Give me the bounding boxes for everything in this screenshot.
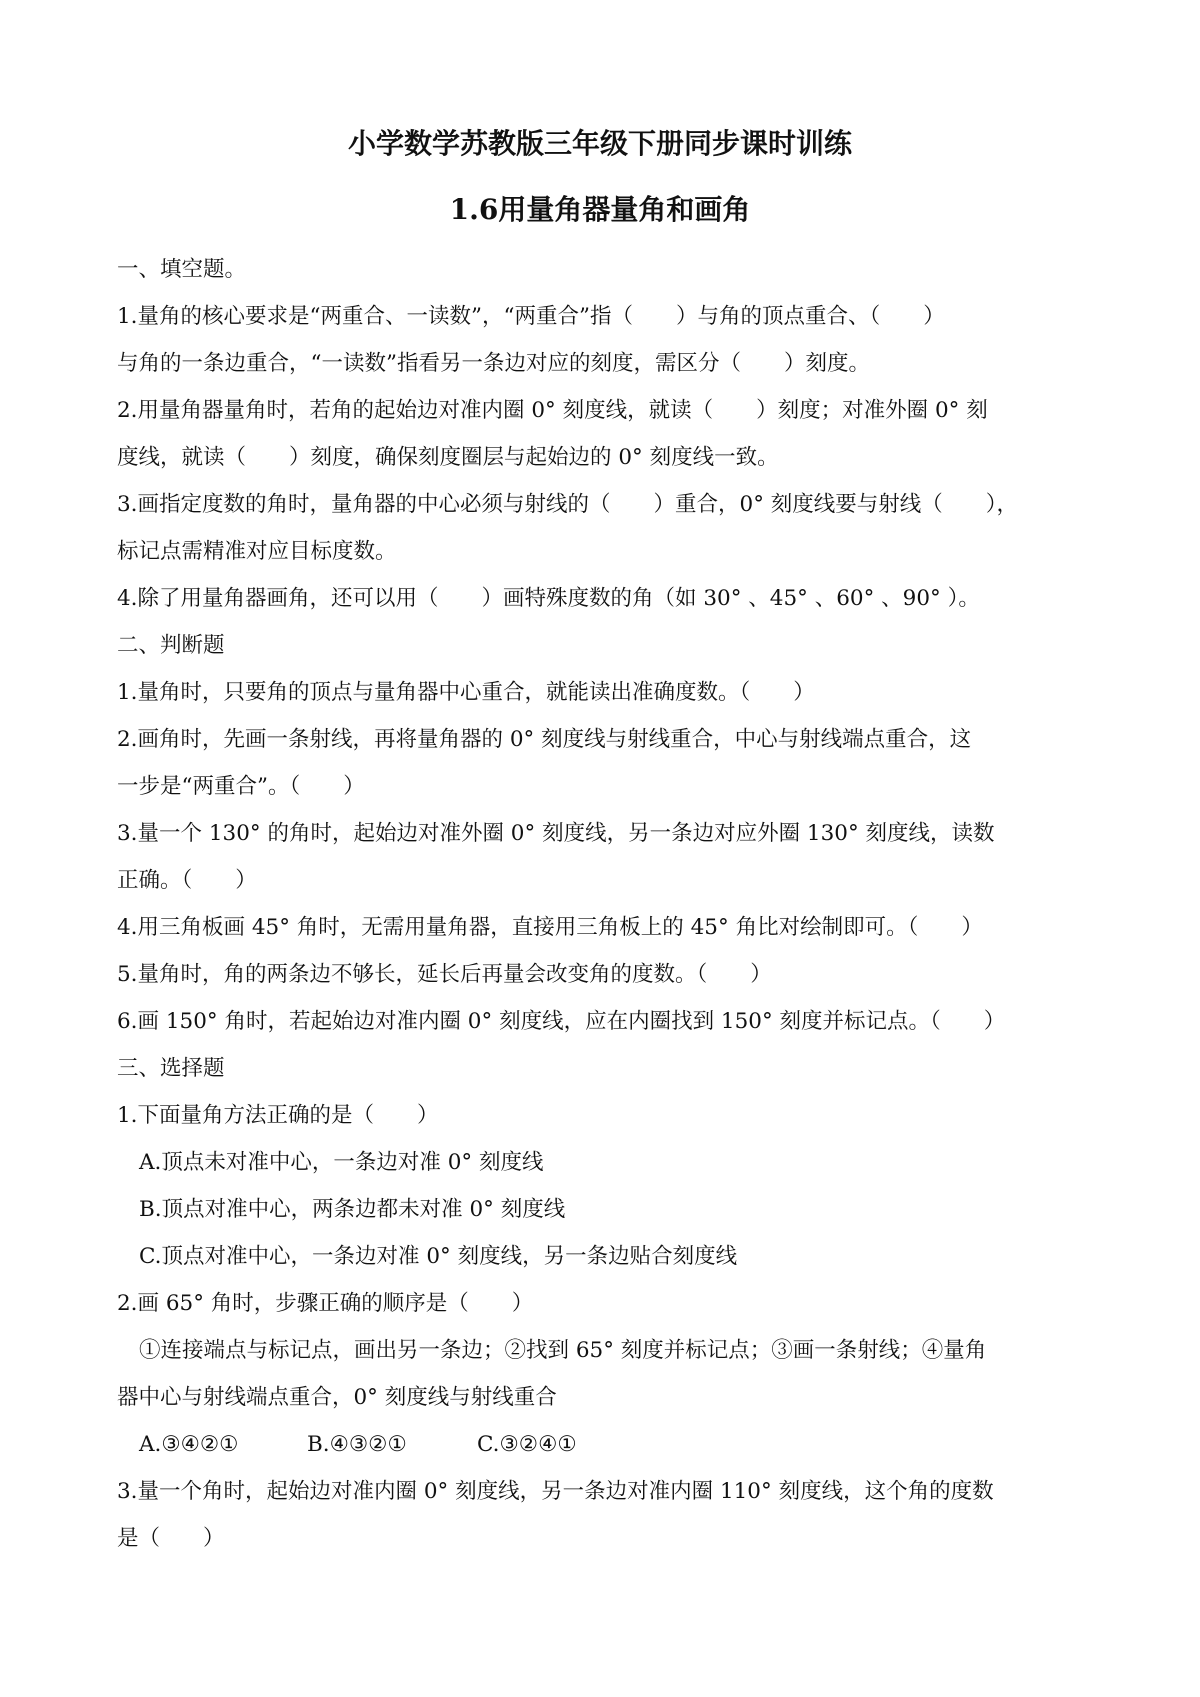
true-false-q5: 5.量角时，角的两条边不够长，延长后再量会改变角的度数。（ ） — [117, 962, 772, 987]
choice-q2-option-b: B.④③②① — [307, 1432, 407, 1457]
worksheet-title: 小学数学苏教版三年级下册同步课时训练 — [347, 127, 852, 160]
true-false-q2-line2: 一步是“两重合”。（ ） — [117, 774, 365, 799]
choice-q1-option-c: C.顶点对准中心，一条边对准 0° 刻度线，另一条边贴合刻度线 — [139, 1244, 738, 1269]
true-false-q3-line2: 正确。（ ） — [117, 868, 257, 893]
choice-q2-option-a: A.③④②① — [139, 1432, 239, 1457]
choice-q1-stem: 1.下面量角方法正确的是（ ） — [117, 1103, 439, 1128]
section-heading-true-false: 二、判断题 — [117, 633, 225, 658]
worksheet-body — [117, 246, 1095, 1562]
fill-blank-q2-line1: 2.用量角器量角时，若角的起始边对准内圈 0° 刻度线，就读（ ）刻度；对准外圈 0° 刻 — [117, 398, 988, 423]
fill-blank-q1-line2: 与角的一条边重合，“一读数”指看另一条边对应的刻度，需区分（ ）刻度。 — [117, 351, 870, 376]
true-false-q1: 1.量角时，只要角的顶点与量角器中心重合，就能读出准确度数。（ ） — [117, 680, 815, 705]
choice-q3-stem-line2: 是（ ） — [117, 1526, 225, 1551]
section-heading-multiple-choice: 三、选择题 — [117, 1056, 225, 1081]
true-false-q3-line1: 3.量一个 130° 的角时，起始边对准外圈 0° 刻度线，另一条边对应外圈 130° 刻度线，读数 — [117, 821, 995, 846]
choice-q2-option-c: C.③②④① — [477, 1432, 577, 1457]
choice-q2-stem: 2.画 65° 角时，步骤正确的顺序是（ ） — [117, 1291, 534, 1316]
fill-blank-q1-line1: 1.量角的核心要求是“两重合、一读数”，“两重合”指（ ）与角的顶点重合、（ ） — [117, 304, 945, 329]
choice-q2-steps-line2: 器中心与射线端点重合，0° 刻度线与射线重合 — [117, 1385, 557, 1410]
true-false-q6: 6.画 150° 角时，若起始边对准内圈 0° 刻度线，应在内圈找到 150° 刻度并标记点。（ ） — [117, 1009, 1006, 1034]
fill-blank-q3-line2: 标记点需精准对应目标度数。 — [117, 539, 397, 564]
choice-q2-options — [117, 1421, 1095, 1468]
choice-q1-option-b: B.顶点对准中心，两条边都未对准 0° 刻度线 — [139, 1197, 566, 1222]
fill-blank-q4: 4.除了用量角器画角，还可以用（ ）画特殊度数的角（如 30° 、45° 、60° 、90° ）。 — [117, 586, 980, 611]
section-heading-fill-blank: 一、填空题。 — [117, 257, 247, 282]
choice-q2-steps-line1: ①连接端点与标记点，画出另一条边；②找到 65° 刻度并标记点；③画一条射线；④量角 — [139, 1338, 987, 1363]
true-false-q4: 4.用三角板画 45° 角时，无需用量角器，直接用三角板上的 45° 角比对绘制即可。（ ） — [117, 915, 983, 940]
lesson-subtitle: 1.6用量角器量角和画角 — [449, 193, 751, 226]
true-false-q2-line1: 2.画角时，先画一条射线，再将量角器的 0° 刻度线与射线重合，中心与射线端点重合，这 — [117, 727, 972, 752]
choice-q1-option-a: A.顶点未对准中心，一条边对准 0° 刻度线 — [139, 1150, 544, 1175]
choice-q3-stem-line1: 3.量一个角时，起始边对准内圈 0° 刻度线，另一条边对准内圈 110° 刻度线，这个角的度数 — [117, 1479, 994, 1504]
fill-blank-q3-line1: 3.画指定度数的角时，量角器的中心必须与射线的（ ）重合，0° 刻度线要与射线（ ）， — [117, 492, 1019, 517]
fill-blank-q2-line2: 度线，就读（ ）刻度，确保刻度圈层与起始边的 0° 刻度线一致。 — [117, 445, 779, 470]
